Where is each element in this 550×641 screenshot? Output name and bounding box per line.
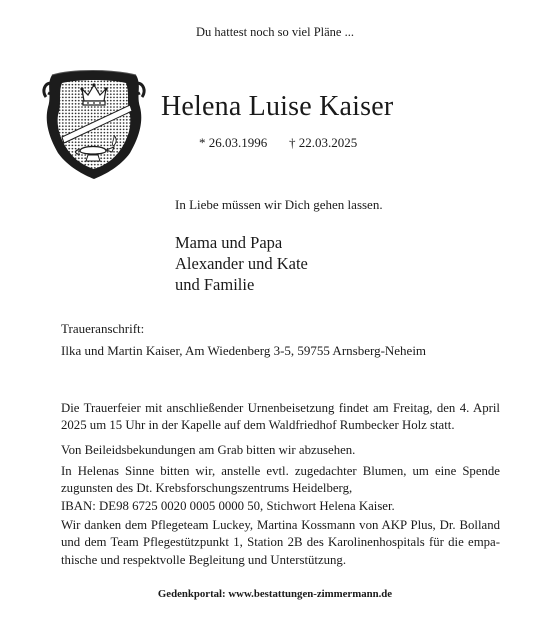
thanks-paragraph xyxy=(61,517,500,569)
condolence-paragraph xyxy=(61,442,355,459)
paragraph-line: In Helenas Sinne bitten wir, anstelle evtl. zugedachter Blumen, um eine Spende xyxy=(61,464,500,478)
mourners-list xyxy=(175,232,308,295)
ceremony-paragraph xyxy=(61,400,500,435)
paragraph-line: zugunsten des Dt. Krebsforschungszentrums Heidelberg, xyxy=(61,481,353,496)
crest-with-crown-and-oil-lamp-icon xyxy=(42,67,146,181)
mourner-line: und Familie xyxy=(175,275,255,294)
death-date: † 22.03.2025 xyxy=(289,135,358,150)
address-label: Traueranschrift: xyxy=(61,321,145,336)
paragraph-line: IBAN: DE98 6725 0020 0005 0000 50, Stichwort Helena Kaiser. xyxy=(61,498,395,513)
birth-date: * 26.03.1996 xyxy=(199,135,268,150)
paragraph-line: Wir danken dem Pflegeteam Luckey, Martina Kossmann von AKP Plus, Dr. Bolland xyxy=(61,518,500,532)
paragraph-line: thische und respektvolle Begleitung und Unterstützung. xyxy=(61,552,347,567)
mourner-line: Alexander und Kate xyxy=(175,254,308,273)
mourner-line: Mama und Papa xyxy=(175,233,283,252)
paragraph-line: 2025 um 15 Uhr in der Kapelle auf dem Waldfriedhof Rumbecker Holz statt. xyxy=(61,418,455,433)
motto: Du hattest noch so viel Pläne ... xyxy=(196,25,354,39)
intro-line: In Liebe müssen wir Dich gehen lassen. xyxy=(175,197,383,212)
paragraph-line: Von Beileidsbekundungen am Grab bitten wir abzusehen. xyxy=(61,443,356,457)
memorial-portal-footer: Gedenkportal: www.bestattungen-zimmermann.de xyxy=(157,588,393,600)
deceased-name: Helena Luise Kaiser xyxy=(161,91,394,122)
paragraph-line: und dem Team Pflegestützpunkt 1, Station 2B des Karolinenhospitals für die empa- xyxy=(61,535,500,550)
address-line: Ilka und Martin Kaiser, Am Wiedenberg 3-5, 59755 Arnsberg-Neheim xyxy=(61,343,427,358)
donation-paragraph xyxy=(61,463,500,515)
paragraph-line: Die Trauerfeier mit anschließender Urnenbeisetzung findet am Freitag, den 4. April xyxy=(61,401,500,415)
